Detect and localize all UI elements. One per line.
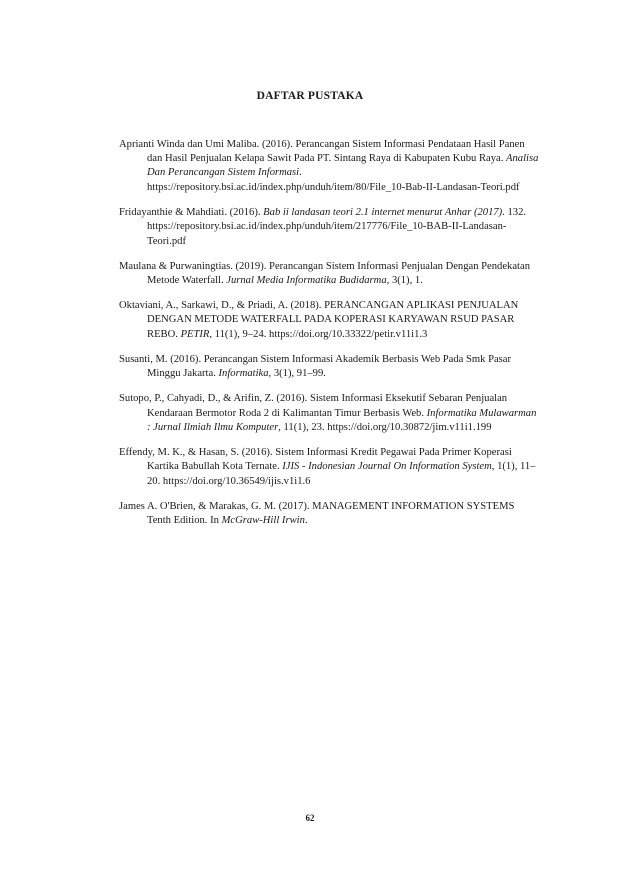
reference-list [119,127,539,539]
reference-text: Effendy, M. K., & Hasan, S. (2016). Sistem Informasi Kredit Pegawai Pada Primer Koperasi Kartika Babullah Kota Ternate. [119,447,512,473]
reference-source: PETIR [180,328,210,340]
reference-text: James A. O'Brien, & Marakas, G. M. (2017). MANAGEMENT INFORMATION SYSTEMS Tenth Edition. In [119,500,515,527]
reference-source: IJIS - Indonesian Journal On Information System [282,461,492,473]
reference-entry [119,353,539,382]
reference-source: McGraw-Hill Irwin [221,515,305,527]
reference-details: . [304,515,308,527]
reference-details: 132. https://repository.bsi.ac.id/index.php/unduh/item/217776/File_10-BAB-II-Landasan-Teori.pdf [147,206,527,247]
reference-text: Fridayanthie & Mahdiati. (2016). [119,206,264,218]
reference-text: Sutopo, P., Cahyadi, D., & Arifin, Z. (2016). Sistem Informasi Eksekutif Sebaran Penjualan Kendaraan Bermotor Roda 2 di Kalimantan Timur Berbasis Web. [119,393,508,419]
reference-entry [119,138,539,196]
reference-text: Susanti, M. (2016). Perancangan Sistem Informasi Akademik Berbasis Web Pada Smk Pasar Minggu Jakarta. [119,353,512,380]
page-number: 62 [305,813,315,823]
reference-entry [119,299,539,342]
reference-entry [119,446,539,489]
reference-details: , 3(1), 91–99. [268,368,326,380]
reference-entry [119,500,539,529]
reference-entry [119,206,539,249]
reference-details: , 11(1), 23. https://doi.org/10.30872/jim.v11i1.199 [278,422,492,434]
reference-entry [119,260,539,289]
reference-details: , 11(1), 9–24. https://doi.org/10.33322/petir.v11i1.3 [209,328,428,340]
reference-source: Jurnal Media Informatika Budidarma [226,275,387,287]
reference-source: Informatika [218,368,269,380]
reference-entry [119,392,539,435]
reference-text: Aprianti Winda dan Umi Maliba. (2016). Perancangan Sistem Informasi Pendataan Hasil Panen dan Hasil Penjualan Kelapa Sawit Pada PT. Sintang Raya di Kabupaten Kubu Raya. [119,138,525,164]
reference-source: Analisa Dan Perancangan Sistem Informasi [147,153,539,179]
reference-details: . https://repository.bsi.ac.id/index.php/unduh/item/80/File_10-Bab-II-Landasan-Teori.pdf [147,167,520,193]
reference-source: Bab ii landasan teori 2.1 internet menurut Anhar (2017). [263,206,505,218]
reference-text: Maulana & Purwaningtias. (2019). Perancangan Sistem Informasi Penjualan Dengan Pendekatan Metode Waterfall. [119,260,530,287]
reference-source: Informatika Mulawarman : Jurnal Ilmiah Ilmu Komputer [147,407,537,434]
reference-text: Oktaviani, A., Sarkawi, D., & Priadi, A. (2018). PERANCANGAN APLIKASI PENJUALAN DENGAN METODE WATERFALL PADA KOPERASI KARYAWAN RSUD PASAR REBO. [119,300,519,340]
reference-details: , 3(1), 1. [386,275,423,287]
reference-details: , 1(1), 11–20. https://doi.org/10.36549/ijis.v1i1.6 [147,461,536,487]
page-title: DAFTAR PUSTAKA [256,90,364,102]
